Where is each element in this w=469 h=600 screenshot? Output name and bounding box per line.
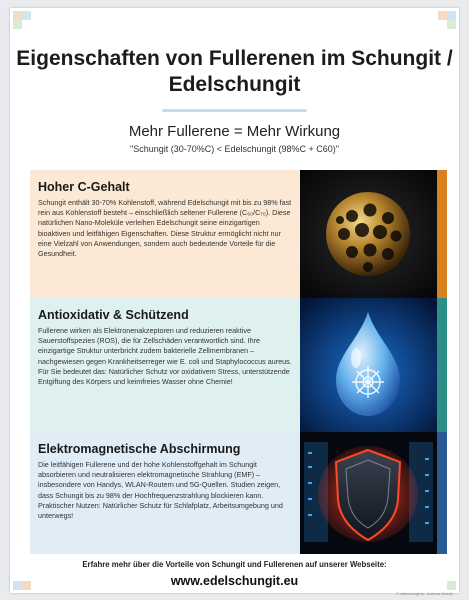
page-subtitle: Mehr Fullerene = Mehr Wirkung	[128, 123, 341, 140]
section-accent-stripe	[437, 432, 447, 554]
corner-decoration	[438, 11, 447, 20]
section-carbon-content	[30, 170, 300, 298]
corner-decoration	[447, 11, 456, 20]
corner-decoration	[22, 11, 31, 20]
section-body: Die leitfähigen Fullerene und der hohe Kohlenstoffgehalt im Schungit absorbieren und neutralisieren elektromagnetische Strahlung (EMF) – insbesondere von Handys, WLAN-Routern und 5G-Quellen. Studien zeigen, dass Schungit bis zu 98% der Hochfrequenzstrahlung blockieren kann. Praktischer Nutzen: Natürlicher Schutz für Schlafplatz, Arbeitsumgebung und unterwegs!	[38, 460, 283, 521]
corner-decoration	[447, 20, 456, 29]
corner-decoration	[13, 20, 22, 29]
section-heading: Elektromagnetische Abschirmung	[38, 442, 241, 456]
title-underline	[162, 109, 307, 112]
section-heading: Hoher C-Gehalt	[38, 180, 130, 194]
footer-note: Erfahre mehr über die Vorteile von Schungit und Fullerenen auf unserer Webseite:	[82, 560, 387, 569]
water-drop-image	[300, 298, 437, 432]
copyright-credit: © edelschungit.eu · Andreas Kindoth	[396, 592, 453, 596]
section-antioxidant	[30, 298, 300, 432]
section-body: Schungit enthält 30-70% Kohlenstoff, während Edelschungit mit bis zu 98% fast rein aus Kohlenstoff besteht – einschließlich seltener Fullerene (C₆₀/C₇₀). Diese natürlichen Nano-Moleküle verleihen Edelschungit seine einzigartigen bioaktiven und leitfähigen Eigenschaften. Diese Struktur ermöglicht nicht nur eine Vielzahl von Anwendungen, sondern auch bedeutende Vorteile für die Gesundheit.	[38, 198, 292, 259]
shield-server-image	[300, 432, 437, 554]
corner-decoration	[13, 11, 22, 20]
page-tagline: "Schungit (30-70%C) < Edelschungit (98%C + C60)"	[130, 144, 339, 154]
section-heading: Antioxidativ & Schützend	[38, 308, 189, 322]
document-page	[10, 8, 459, 596]
fullerene-sphere-image	[300, 170, 437, 298]
section-emf-shielding	[30, 432, 300, 554]
page-title: Eigenschaften von Fullerenen im Schungit / Edelschungit	[16, 47, 453, 96]
website-link[interactable]: www.edelschungit.eu	[170, 574, 299, 588]
section-accent-stripe	[437, 170, 447, 298]
section-accent-stripe	[437, 298, 447, 432]
section-body: Fullerene wirken als Elektronenakzeptoren und reduzieren reaktive Sauerstoffspezies (ROS), die für Zellschäden verantwortlich sind. Ihre einzigartige Struktur unterbricht zudem bakterielle Zellmembranen – nachgewiesen gegen Krankheitserreger wie E. coli und Staphylococcus aureus. Für Sie bedeutet das: Natürlicher Schutz vor oxidativem Stress, unterstützende Entgiftung des Körpers und keimfreies Wasser ohne Chemie!	[38, 326, 292, 387]
